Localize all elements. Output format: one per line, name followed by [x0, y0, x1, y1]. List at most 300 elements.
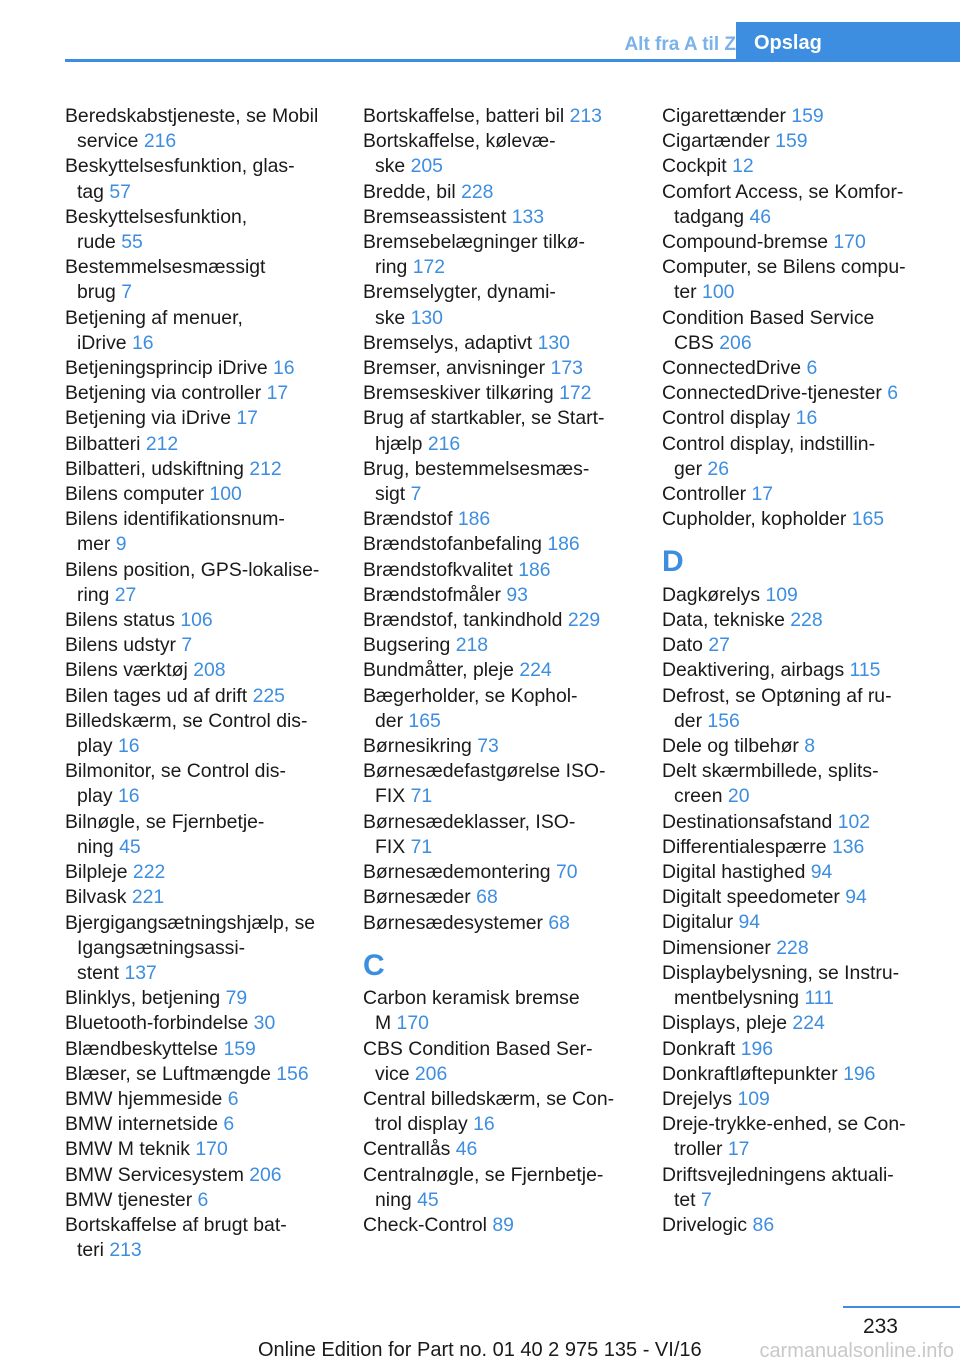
page-reference-link[interactable]: 133 [511, 205, 545, 228]
index-entry-text: Bilpleje [65, 861, 128, 884]
index-entry [662, 306, 942, 356]
index-entry [363, 532, 643, 557]
page-reference-link[interactable]: 228 [776, 936, 809, 959]
page-reference-link[interactable]: 170 [833, 231, 866, 254]
index-entry [363, 810, 643, 860]
index-entry [662, 885, 942, 910]
index-entry-text: service [77, 130, 139, 153]
index-entry-text: ring [375, 256, 408, 279]
index-entry [662, 910, 942, 935]
page-reference-link[interactable]: 213 [569, 105, 602, 127]
index-entry [65, 885, 345, 910]
page-reference-link[interactable]: 17 [266, 382, 289, 405]
index-entry [65, 911, 345, 987]
index-entry [363, 986, 643, 1036]
index-entry-text: Bilbatteri [65, 432, 141, 455]
page-reference-link[interactable]: 93 [506, 583, 528, 606]
page-reference-link[interactable]: 111 [804, 987, 834, 1010]
index-entry-text: Driftsvejledningens aktuali- [662, 1163, 894, 1186]
page-number: 233 [862, 1315, 898, 1338]
page-reference-link[interactable]: 170 [195, 1138, 228, 1161]
index-entry-text: Donkraftløftepunkter [662, 1062, 838, 1085]
page-reference-link[interactable]: 6 [227, 1087, 239, 1110]
index-entry-text: FIX [375, 835, 406, 858]
index-entry-text: Bremselys, adaptivt [363, 331, 533, 354]
page-reference-link[interactable]: 17 [751, 483, 774, 506]
index-entry-text: Bortskaffelse, kølevæ- [363, 130, 556, 153]
page-reference-link[interactable]: 186 [547, 533, 580, 556]
page-reference-link[interactable]: 170 [396, 1012, 429, 1035]
page-reference-link[interactable]: 130 [410, 306, 443, 329]
index-entry [662, 1037, 942, 1062]
index-entry [662, 684, 942, 734]
page-reference-link[interactable]: 27 [114, 583, 137, 606]
index-entry [662, 810, 942, 835]
index-entry-text: Børnesædefastgørelse ISO- [363, 760, 606, 783]
index-entry-text: Bundmåtter, pleje [363, 659, 514, 682]
index-entry [662, 936, 942, 961]
page-reference-link[interactable]: 221 [131, 886, 165, 909]
index-entry-text: Børnesikring [363, 735, 472, 758]
index-entry [65, 482, 345, 507]
index-entry-text: Drejelys [662, 1087, 733, 1110]
page-reference-link[interactable]: 94 [810, 861, 833, 884]
index-entry-text: Central billedskærm, se Con- [363, 1087, 615, 1110]
page-reference-link[interactable]: 106 [180, 609, 213, 632]
page-reference-link[interactable]: 7 [121, 281, 132, 304]
page-reference-link[interactable]: 27 [708, 634, 730, 657]
index-entry [363, 1213, 643, 1238]
index-entry [363, 230, 643, 280]
page-reference-link[interactable]: 216 [427, 432, 461, 455]
index-entry [662, 1213, 942, 1238]
page-reference-link[interactable]: 208 [193, 659, 226, 682]
page-reference-link[interactable]: 79 [225, 987, 248, 1010]
page-reference-link[interactable]: 102 [837, 810, 871, 833]
index-entry [662, 1087, 942, 1112]
page-reference-link[interactable]: 16 [473, 1113, 495, 1136]
page-reference-link[interactable]: 55 [121, 231, 143, 254]
index-entry-text: ske [375, 306, 406, 329]
index-entry-text: Beredskabstjeneste, se Mobil [65, 105, 319, 127]
index-entry-text: Bilens position, GPS-lokalise- [65, 558, 320, 581]
page-reference-link[interactable]: 196 [740, 1037, 774, 1060]
index-entry-text: Cupholder, kopholder [662, 508, 847, 531]
index-entry [662, 608, 942, 633]
index-entry-text: brug [77, 281, 116, 304]
index-entry-text: Control display [662, 407, 791, 430]
index-entry [65, 1137, 345, 1162]
index-entry-text: Bugsering [363, 634, 451, 657]
index-entry-text: Brændstofmåler [363, 583, 501, 606]
index-entry-text: Børnesædesystemer [363, 911, 543, 934]
index-entry-text: play [77, 735, 113, 758]
index-entry [662, 104, 942, 129]
page-reference-link[interactable]: 159 [775, 130, 808, 153]
index-entry-text: der [375, 709, 404, 732]
index-entry [662, 482, 942, 507]
page-reference-link[interactable]: 30 [253, 1012, 276, 1035]
index-entry-text: Bilen tages ud af drift [65, 684, 248, 707]
index-entry [662, 1163, 942, 1213]
index-letter-heading: D [662, 545, 684, 579]
index-entry-text: trol display [375, 1113, 468, 1136]
page-reference-link[interactable]: 224 [519, 659, 552, 682]
index-entry [65, 154, 345, 204]
index-entry-text: Controller [662, 483, 747, 506]
index-entry-text: BMW hjemmeside [65, 1087, 223, 1110]
page-reference-link[interactable]: 109 [737, 1087, 770, 1110]
index-entry-text: Dele og tilbehør [662, 735, 799, 758]
index-entry-text: tet [674, 1188, 696, 1211]
page-reference-link[interactable]: 8 [804, 735, 816, 758]
index-entry [662, 154, 942, 179]
index-column-2 [363, 104, 643, 1238]
index-entry [65, 507, 345, 557]
index-entry [662, 230, 942, 255]
index-entry-text: Beskyttelsesfunktion, glas- [65, 155, 295, 178]
index-entry-text: Bortskaffelse af brugt bat- [65, 1213, 287, 1236]
index-entry-text: hjælp [375, 432, 423, 455]
index-entry [363, 885, 643, 910]
page-reference-link[interactable]: 186 [518, 558, 551, 581]
page-reference-link[interactable]: 130 [537, 331, 570, 354]
page-reference-link[interactable]: 71 [410, 785, 433, 808]
index-entry-text: Bilens status [65, 609, 175, 632]
page-reference-link[interactable]: 57 [109, 180, 131, 203]
page-reference-link[interactable]: 16 [117, 735, 140, 758]
page-reference-link[interactable]: 46 [455, 1138, 478, 1161]
index-entry-text: Comfort Access, se Komfor- [662, 180, 904, 203]
index-entry-text: Check-Control [363, 1213, 487, 1236]
index-entry-text: Deaktivering, airbags [662, 659, 845, 682]
index-entry [662, 432, 942, 482]
page-reference-link[interactable]: 6 [887, 382, 899, 405]
page-reference-link[interactable]: 100 [702, 281, 735, 304]
page-reference-link[interactable]: 196 [843, 1062, 876, 1085]
index-entry [65, 1087, 345, 1112]
page-reference-link[interactable]: 73 [477, 735, 499, 758]
index-entry-text: Beskyttelsesfunktion, [65, 205, 248, 228]
index-entry-text: Bilens værktøj [65, 659, 188, 682]
page-reference-link[interactable]: 156 [276, 1062, 309, 1085]
index-entry-text: Bredde, bil [363, 180, 456, 203]
index-entry-text: Betjeningsprincip iDrive [65, 357, 268, 380]
page-reference-link[interactable]: 206 [249, 1163, 282, 1186]
index-entry-text: Digitalt speedometer [662, 886, 840, 909]
index-entry [363, 280, 643, 330]
index-entry [65, 1037, 345, 1062]
index-entry-text: der [674, 709, 703, 732]
page-reference-link[interactable]: 229 [567, 609, 601, 632]
index-entry-text: Cigartænder [662, 130, 770, 153]
page-reference-link[interactable]: 94 [738, 911, 761, 934]
index-entry-text: Carbon keramisk bremse [363, 987, 580, 1010]
index-entry [662, 1112, 942, 1162]
index-entry [65, 709, 345, 759]
index-entry-text: Digitalur [662, 911, 734, 934]
index-entry-text: Bestemmelsesmæssigt [65, 256, 266, 279]
index-entry-text: Brændstofanbefaling [363, 533, 542, 556]
page-reference-link[interactable]: 70 [555, 861, 578, 884]
index-entry [363, 331, 643, 356]
index-entry [363, 1037, 643, 1087]
edition-text: Online Edition for Part no. 01 40 2 975 135 - VI/16 [258, 1339, 702, 1361]
index-entry [363, 558, 643, 583]
index-entry-text: Brændstof [363, 508, 453, 531]
index-entry-text: Bremselygter, dynami- [363, 281, 556, 304]
page-reference-link[interactable]: 173 [550, 357, 583, 380]
index-entry-text: Defrost, se Optøning af ru- [662, 684, 892, 707]
index-entry [662, 255, 942, 305]
index-entry-text: Bilens computer [65, 483, 205, 506]
page-reference-link[interactable]: 225 [252, 684, 285, 707]
index-entry-text: Displays, pleje [662, 1012, 788, 1035]
index-entry [65, 406, 345, 431]
index-entry-text: Bremsebelægninger tilkø- [363, 231, 585, 254]
chapter-tab: Opslag [736, 22, 960, 62]
index-entry-text: vice [375, 1062, 410, 1085]
page-reference-link[interactable]: 212 [145, 432, 179, 455]
page-reference-link[interactable]: 172 [412, 256, 446, 279]
index-entry [363, 1137, 643, 1162]
index-entry-text: Displaybelysning, se Instru- [662, 961, 900, 984]
page-reference-link[interactable]: 16 [131, 331, 154, 354]
index-entry [662, 734, 942, 759]
page-reference-link[interactable]: 68 [476, 886, 498, 909]
page-reference-link[interactable]: 137 [124, 961, 157, 984]
index-entry-text: Centrallås [363, 1138, 451, 1161]
index-entry-text: troller [674, 1138, 723, 1161]
page-reference-link[interactable]: 7 [181, 634, 193, 657]
index-entry-text: Bilnøgle, se Fjernbetje- [65, 810, 265, 833]
index-entry-text: Bortskaffelse, batteri bil [363, 105, 565, 127]
index-entry [662, 129, 942, 154]
index-entry [65, 381, 345, 406]
index-entry-text: BMW Servicesystem [65, 1163, 244, 1186]
index-entry-text: mentbelysning [674, 987, 800, 1010]
page-reference-link[interactable]: 89 [492, 1213, 514, 1236]
page-reference-link[interactable]: 6 [223, 1113, 235, 1136]
page-reference-link[interactable]: 17 [236, 407, 258, 430]
index-entry [65, 986, 345, 1011]
page-reference-link[interactable]: 20 [727, 785, 750, 808]
index-entry-text: Bjergigangsætningshjælp, se [65, 911, 316, 934]
index-entry [662, 759, 942, 809]
index-column-1 [65, 104, 345, 1263]
index-entry-text: Brug af startkabler, se Start- [363, 407, 605, 430]
index-entry [65, 633, 345, 658]
index-entry [662, 961, 942, 1011]
section-title: Alt fra A til Z [624, 34, 736, 55]
index-entry-text: Compound-bremse [662, 231, 828, 254]
index-entry-text: Betjening via controller [65, 382, 262, 405]
index-entry [65, 1188, 345, 1213]
page-reference-link[interactable]: 100 [209, 483, 242, 506]
page-reference-link[interactable]: 71 [410, 835, 433, 858]
index-entry-text: FIX [375, 785, 406, 808]
index-entry-text: Donkraft [662, 1037, 736, 1060]
index-entry [363, 583, 643, 608]
index-entry-text: tag [77, 180, 104, 203]
index-entry-text: Betjening via iDrive [65, 407, 231, 430]
index-entry [363, 406, 643, 456]
page-reference-link[interactable]: 12 [732, 155, 754, 178]
index-entry-text: teri [77, 1239, 104, 1262]
index-entry-text: Brændstofkvalitet [363, 558, 513, 581]
index-entry-text: Blændbeskyttelse [65, 1037, 219, 1060]
index-entry-text: Dagkørelys [662, 583, 761, 606]
index-entry [363, 1087, 643, 1137]
page-reference-link[interactable]: 6 [806, 357, 818, 380]
index-entry-text: Betjening af menuer, [65, 306, 243, 329]
index-entry-text: Dimensioner [662, 936, 771, 959]
page-reference-link[interactable]: 94 [845, 886, 867, 909]
index-entry-text: stent [77, 961, 120, 984]
page-reference-link[interactable]: 46 [749, 205, 772, 228]
page-reference-link[interactable]: 7 [700, 1188, 712, 1211]
index-entry [65, 860, 345, 885]
index-entry-text: Dreje-trykke-enhed, se Con- [662, 1113, 906, 1136]
index-entry-text: Bilens identifikationsnum- [65, 508, 285, 531]
index-entry-text: ter [674, 281, 697, 304]
index-entry-text: Delt skærmbillede, splits- [662, 760, 879, 783]
index-entry-text: M [375, 1012, 392, 1035]
index-entry [65, 1062, 345, 1087]
index-entry-text: BMW internetside [65, 1113, 219, 1136]
index-entry-text: Condition Based Service [662, 306, 875, 329]
page-reference-link[interactable]: 9 [115, 533, 127, 556]
index-entry-text: Børnesæder [363, 886, 471, 909]
index-entry-text: ring [77, 583, 110, 606]
page-reference-link[interactable]: 16 [795, 407, 818, 430]
index-entry-text: ConnectedDrive-tjenester [662, 382, 882, 405]
index-entry-text: Brug, bestemmelsesmæs- [363, 457, 590, 480]
index-entry-text: Bilens udstyr [65, 634, 177, 657]
page-reference-link[interactable]: 205 [410, 155, 443, 178]
index-entry-text: BMW tjenester [65, 1188, 193, 1211]
page-reference-link[interactable]: 216 [143, 130, 177, 153]
page-reference-link[interactable]: 115 [849, 659, 881, 682]
page-reference-link[interactable]: 68 [548, 911, 570, 934]
index-entry [65, 658, 345, 683]
index-entry-text: Bluetooth-forbindelse [65, 1012, 249, 1035]
index-entry [65, 432, 345, 457]
page-reference-link[interactable]: 86 [752, 1213, 775, 1236]
page-reference-link[interactable]: 109 [765, 583, 798, 606]
page-reference-link[interactable]: 7 [410, 483, 422, 506]
index-entry-text: Drivelogic [662, 1213, 748, 1236]
index-entry [65, 356, 345, 381]
index-entry-text: Bilbatteri, udskiftning [65, 457, 244, 480]
index-entry [662, 633, 942, 658]
index-entry-text: Blæser, se Luftmængde [65, 1062, 271, 1085]
index-entry [363, 911, 643, 936]
index-entry-text: ConnectedDrive [662, 357, 802, 380]
index-entry-text: rude [77, 231, 116, 254]
page-reference-link[interactable]: 45 [119, 835, 141, 858]
index-entry-text: play [77, 785, 113, 808]
index-entry-text: Cockpit [662, 155, 727, 178]
index-entry-text: Destinationsafstand [662, 810, 833, 833]
index-entry [65, 104, 345, 154]
index-entry-text: Bilmonitor, se Control dis- [65, 760, 286, 783]
index-entry-text: Computer, se Bilens compu- [662, 256, 906, 279]
index-entry [363, 658, 643, 683]
index-entry-text: Børnesædemontering [363, 861, 551, 884]
page-reference-link[interactable]: 17 [727, 1138, 750, 1161]
index-entry-text: tadgang [674, 205, 745, 228]
index-entry [65, 1163, 345, 1188]
index-entry [662, 406, 942, 431]
page-reference-link[interactable]: 16 [273, 357, 295, 380]
index-entry-text: iDrive [77, 331, 127, 354]
index-entry [65, 810, 345, 860]
page-reference-link[interactable]: 165 [408, 709, 441, 732]
index-entry-text: Bremser, anvisninger [363, 357, 546, 380]
index-entry [65, 255, 345, 305]
page-reference-link[interactable]: 159 [223, 1037, 256, 1060]
page-reference-link[interactable]: 213 [109, 1239, 142, 1262]
page-reference-link[interactable]: 186 [457, 508, 491, 531]
page-reference-link[interactable]: 159 [791, 105, 824, 127]
page-reference-link[interactable]: 45 [417, 1188, 439, 1211]
page-reference-link[interactable]: 156 [707, 709, 740, 732]
footer-rule [843, 1306, 960, 1308]
index-entry [65, 1011, 345, 1036]
index-entry [363, 129, 643, 179]
page-reference-link[interactable]: 206 [414, 1062, 448, 1085]
index-entry [363, 104, 643, 129]
index-entry [363, 381, 643, 406]
index-letter-heading: C [363, 948, 385, 982]
index-entry-text: Igangsætningsassi- [77, 936, 246, 959]
index-entry-text: Differentialespærre [662, 835, 827, 858]
index-entry-text: Bremseskiver tilkøring [363, 382, 554, 405]
page-reference-link[interactable]: 172 [559, 382, 592, 405]
index-entry-text: Bilvask [65, 886, 127, 909]
page-reference-link[interactable]: 212 [249, 457, 282, 480]
index-entry [363, 684, 643, 734]
index-entry [363, 608, 643, 633]
page-reference-link[interactable]: 228 [461, 180, 494, 203]
index-entry [363, 507, 643, 532]
page-reference-link[interactable]: 228 [790, 609, 823, 632]
page-reference-link[interactable]: 222 [132, 861, 166, 884]
index-entry [363, 759, 643, 809]
page-reference-link[interactable]: 218 [455, 634, 489, 657]
index-entry [65, 759, 345, 809]
index-entry [65, 1112, 345, 1137]
index-entry-text: ning [375, 1188, 412, 1211]
index-entry [662, 1011, 942, 1036]
page-reference-link[interactable]: 26 [707, 457, 729, 480]
page-reference-link[interactable]: 206 [719, 331, 752, 354]
index-entry-text: mer [77, 533, 111, 556]
page-reference-link[interactable]: 136 [831, 835, 865, 858]
index-entry [65, 608, 345, 633]
index-entry [662, 860, 942, 885]
page-reference-link[interactable]: 165 [851, 508, 885, 531]
index-entry-text: Data, tekniske [662, 609, 785, 632]
page-reference-link[interactable]: 224 [792, 1012, 825, 1035]
index-entry [65, 457, 345, 482]
index-entry [363, 356, 643, 381]
index-entry-text: Control display, indstillin- [662, 432, 876, 455]
page-reference-link[interactable]: 6 [197, 1188, 209, 1211]
page-reference-link[interactable]: 16 [117, 785, 140, 808]
index-entry [662, 381, 942, 406]
